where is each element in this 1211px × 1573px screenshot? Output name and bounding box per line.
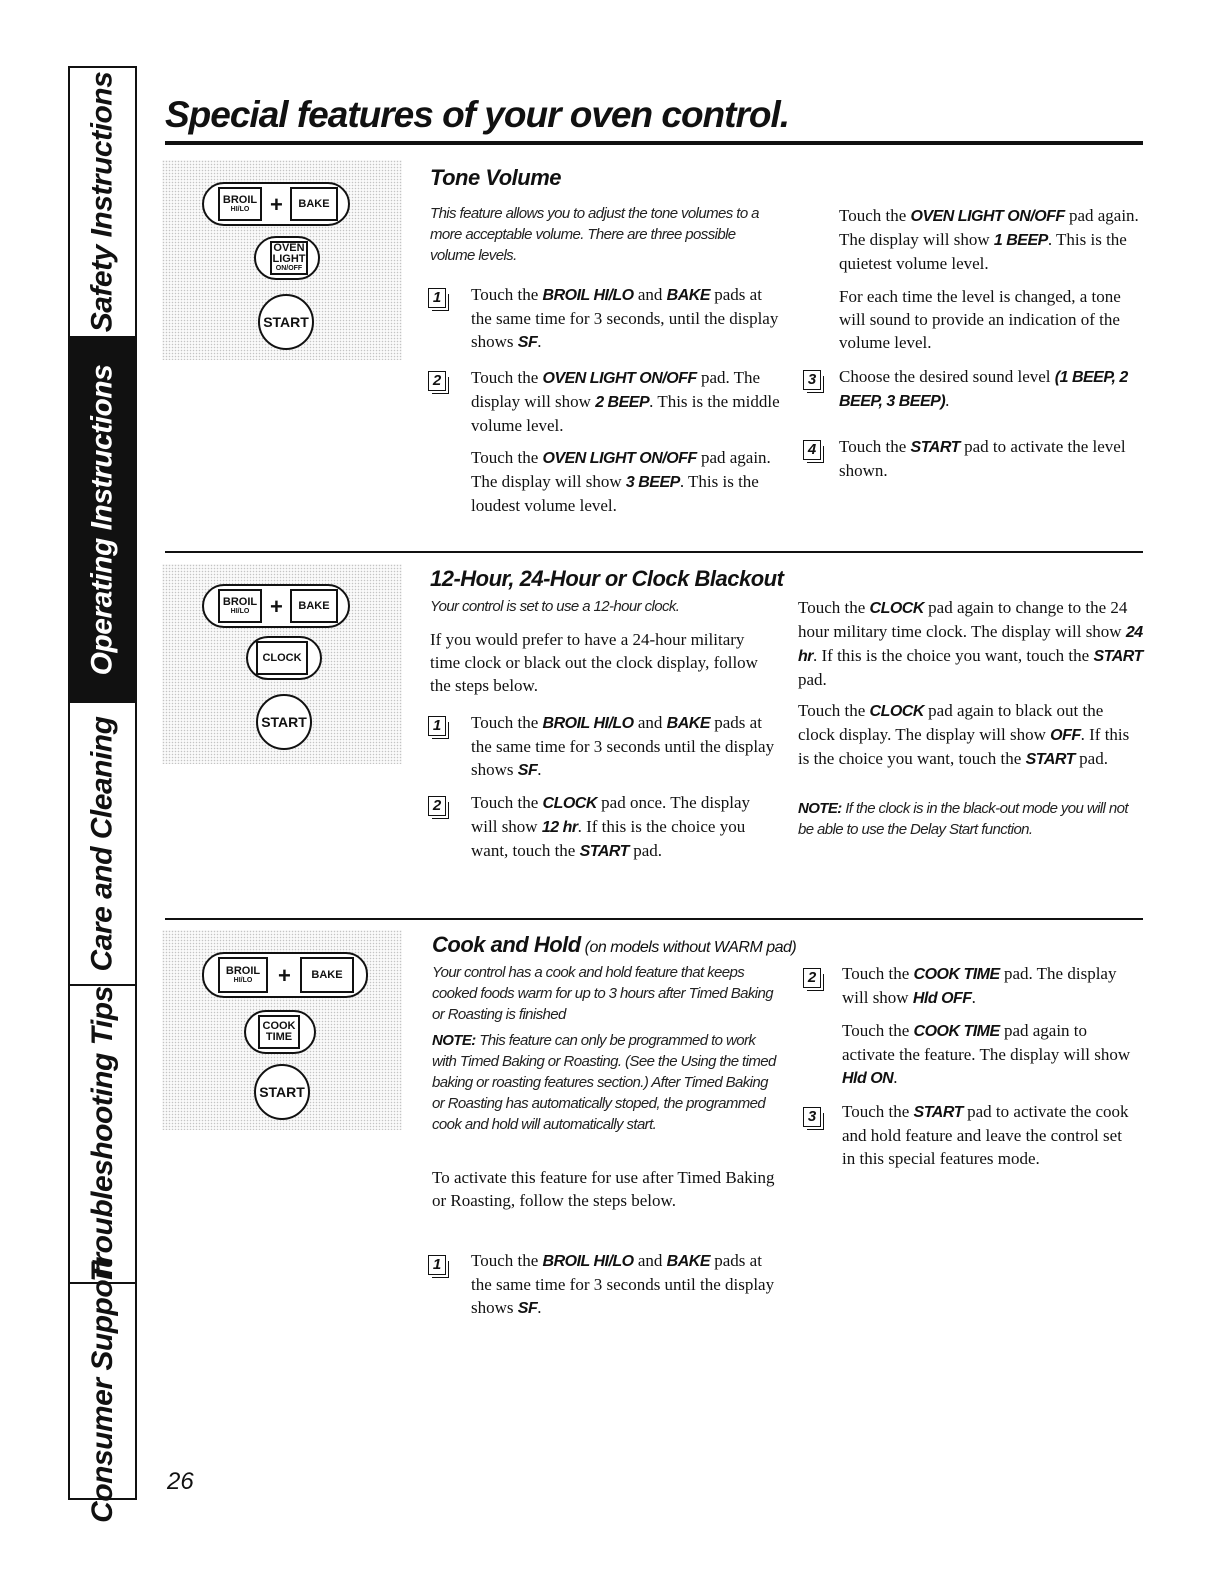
oven-light-key: [270, 241, 308, 275]
broil-bake-pad: [202, 584, 350, 628]
tone-intro: This feature allows you to adjust the tone volumes to a more acceptable volume. There are three possible volume levels.: [430, 205, 759, 264]
oven-label: OVEN: [273, 242, 305, 254]
broil-hilo-key: [218, 187, 262, 221]
clock-note: NOTE: If the clock is in the black-out mode you will not be able to use the Delay Start function.: [798, 800, 1128, 838]
cook-hold-intro: Your control has a cook and hold feature that keeps cooked foods warm for up to 3 hours after Timed Baking or Roasting is finished: [432, 964, 773, 1023]
plus-sign: +: [270, 594, 283, 619]
tone-step-2: Touch the OVEN LIGHT ON/OFF pad. The display will show 2 BEEP. This is the middle volume level.: [471, 368, 780, 435]
step-4-marker: 4: [803, 440, 821, 460]
clock-keypad-illustration: [162, 564, 402, 764]
tab-label: Care and Cleaning: [85, 716, 119, 971]
clock-key: [256, 641, 308, 675]
page-number: 26: [167, 1468, 194, 1495]
cook-hold-step-2-on: Touch the COOK TIME pad again to activate the feature. The display will show Hld ON.: [842, 1021, 1131, 1087]
section-divider: [165, 918, 1143, 920]
broil-label: BROIL: [222, 595, 258, 608]
cook-hold-heading: Cook and Hold (on models without WARM pad): [432, 932, 797, 957]
broil-bake-pad: [202, 182, 350, 226]
tone-volume-heading: Tone Volume: [430, 165, 561, 190]
bake-label: BAKE: [298, 197, 330, 210]
time-label: TIME: [265, 1031, 293, 1043]
broil-hilo-key: [218, 957, 268, 993]
start-pad: START: [256, 694, 312, 750]
tab-care-and-cleaning[interactable]: [70, 703, 135, 986]
cook-hold-step-3: Touch the START pad to activate the cook and hold feature and leave the control set in this special features mode.: [842, 1102, 1129, 1168]
broil-label: BROIL: [225, 964, 261, 977]
tone-level-change-text: For each time the level is changed, a tone will sound to provide an indication of the volume level.: [839, 287, 1121, 352]
tab-label: Safety Instructions: [85, 71, 119, 333]
step-3-marker: 3: [803, 1107, 821, 1127]
plus-sign: +: [278, 963, 291, 988]
hilo-label: HI/LO: [230, 205, 250, 213]
cook-label: COOK: [262, 1020, 296, 1032]
tone-step-4: Touch the START pad to activate the level shown.: [839, 437, 1126, 480]
title-rule: [165, 141, 1143, 145]
clock-blackout-text: Touch the CLOCK pad again to black out the clock display. The display will show OFF. If this is the choice you want, touch the START pad.: [798, 701, 1130, 768]
clock-pad: [246, 636, 322, 680]
start-pad: START: [254, 1064, 310, 1120]
tab-safety-instructions[interactable]: [70, 68, 135, 338]
tab-operating-instructions[interactable]: [70, 338, 135, 703]
clock-intro: Your control is set to use a 12-hour clock.: [430, 598, 680, 615]
step-1-marker: 1: [428, 716, 446, 736]
section-divider: [165, 551, 1143, 553]
tone-step-2-quietest: Touch the OVEN LIGHT ON/OFF pad again. The display will show 1 BEEP. This is the quietest volume level.: [839, 206, 1139, 273]
step-1-marker: 1: [428, 1255, 446, 1275]
onoff-label: ON/OFF: [275, 265, 303, 272]
clock-step-1: Touch the BROIL HI/LO and BAKE pads at the same time for 3 seconds until the display shows SF.: [471, 713, 775, 779]
step-2-marker: 2: [428, 796, 446, 816]
tab-consumer-support[interactable]: [70, 1259, 135, 1523]
bake-label: BAKE: [298, 599, 330, 612]
bake-key: [300, 957, 354, 993]
tab-troubleshooting-tips[interactable]: [70, 986, 135, 1284]
plus-sign: +: [270, 192, 283, 217]
broil-bake-pad: [202, 952, 368, 998]
step-2-marker: 2: [803, 968, 821, 988]
page-title: Special features of your oven control.: [165, 94, 790, 135]
cook-hold-step-1: Touch the BROIL HI/LO and BAKE pads at the same time for 3 seconds until the display shows SF.: [471, 1251, 775, 1317]
clock-24hr-text: Touch the CLOCK pad again to change to the 24 hour military time clock. The display will show 24 hr. If this is the choice you want, touch the START pad.: [798, 598, 1143, 689]
section-tab-bar: [68, 66, 137, 1523]
tab-label: Operating Instructions: [85, 364, 119, 675]
tab-label: Troubleshooting Tips: [85, 986, 119, 1282]
bake-key: [290, 187, 338, 221]
hilo-label: HI/LO: [233, 976, 253, 984]
clock-intro-body: If you would prefer to have a 24-hour military time clock or black out the clock display, follow the steps below.: [430, 630, 758, 695]
cook-time-pad: [244, 1010, 316, 1054]
clock-step-2: Touch the CLOCK pad once. The display will show 12 hr. If this is the choice you want, touch the START pad.: [471, 793, 751, 860]
tab-label: Consumer Support: [85, 1259, 119, 1523]
light-label: LIGHT: [272, 253, 306, 265]
tone-step-3: Choose the desired sound level (1 BEEP, 2 BEEP, 3 BEEP).: [839, 367, 1128, 410]
broil-hilo-key: [218, 589, 262, 623]
bake-label: BAKE: [311, 968, 343, 981]
clock-label: CLOCK: [262, 651, 302, 664]
start-pad: START: [258, 294, 314, 350]
step-1-marker: 1: [428, 288, 446, 308]
bake-key: [290, 589, 338, 623]
cook-hold-note: NOTE: This feature can only be programmed to work with Timed Baking or Roasting. (See the Using the timed baking or roasting features section.) After Timed Baking or Roasting has automatically stoped, the programmed cook and hold will automatically start.: [432, 1032, 776, 1133]
step-3-marker: 3: [803, 370, 821, 390]
hilo-label: HI/LO: [230, 607, 250, 615]
oven-light-pad: [254, 236, 320, 280]
step-2-marker: 2: [428, 371, 446, 391]
cook-hold-keypad-illustration: [162, 930, 402, 1130]
cook-time-key: [258, 1015, 300, 1049]
tone-step-1: Touch the BROIL HI/LO and BAKE pads at the same time for 3 seconds, until the display shows SF.: [471, 285, 779, 351]
tone-step-2-loudest: Touch the OVEN LIGHT ON/OFF pad again. The display will show 3 BEEP. This is the loudest volume level.: [471, 448, 771, 515]
tone-keypad-illustration: [162, 160, 402, 360]
clock-heading: 12-Hour, 24-Hour or Clock Blackout: [430, 566, 784, 591]
cook-hold-step-2: Touch the COOK TIME pad. The display will show Hld OFF.: [842, 964, 1117, 1007]
broil-label: BROIL: [222, 193, 258, 206]
cook-hold-activate-text: To activate this feature for use after Timed Baking or Roasting, follow the steps below.: [432, 1168, 775, 1210]
